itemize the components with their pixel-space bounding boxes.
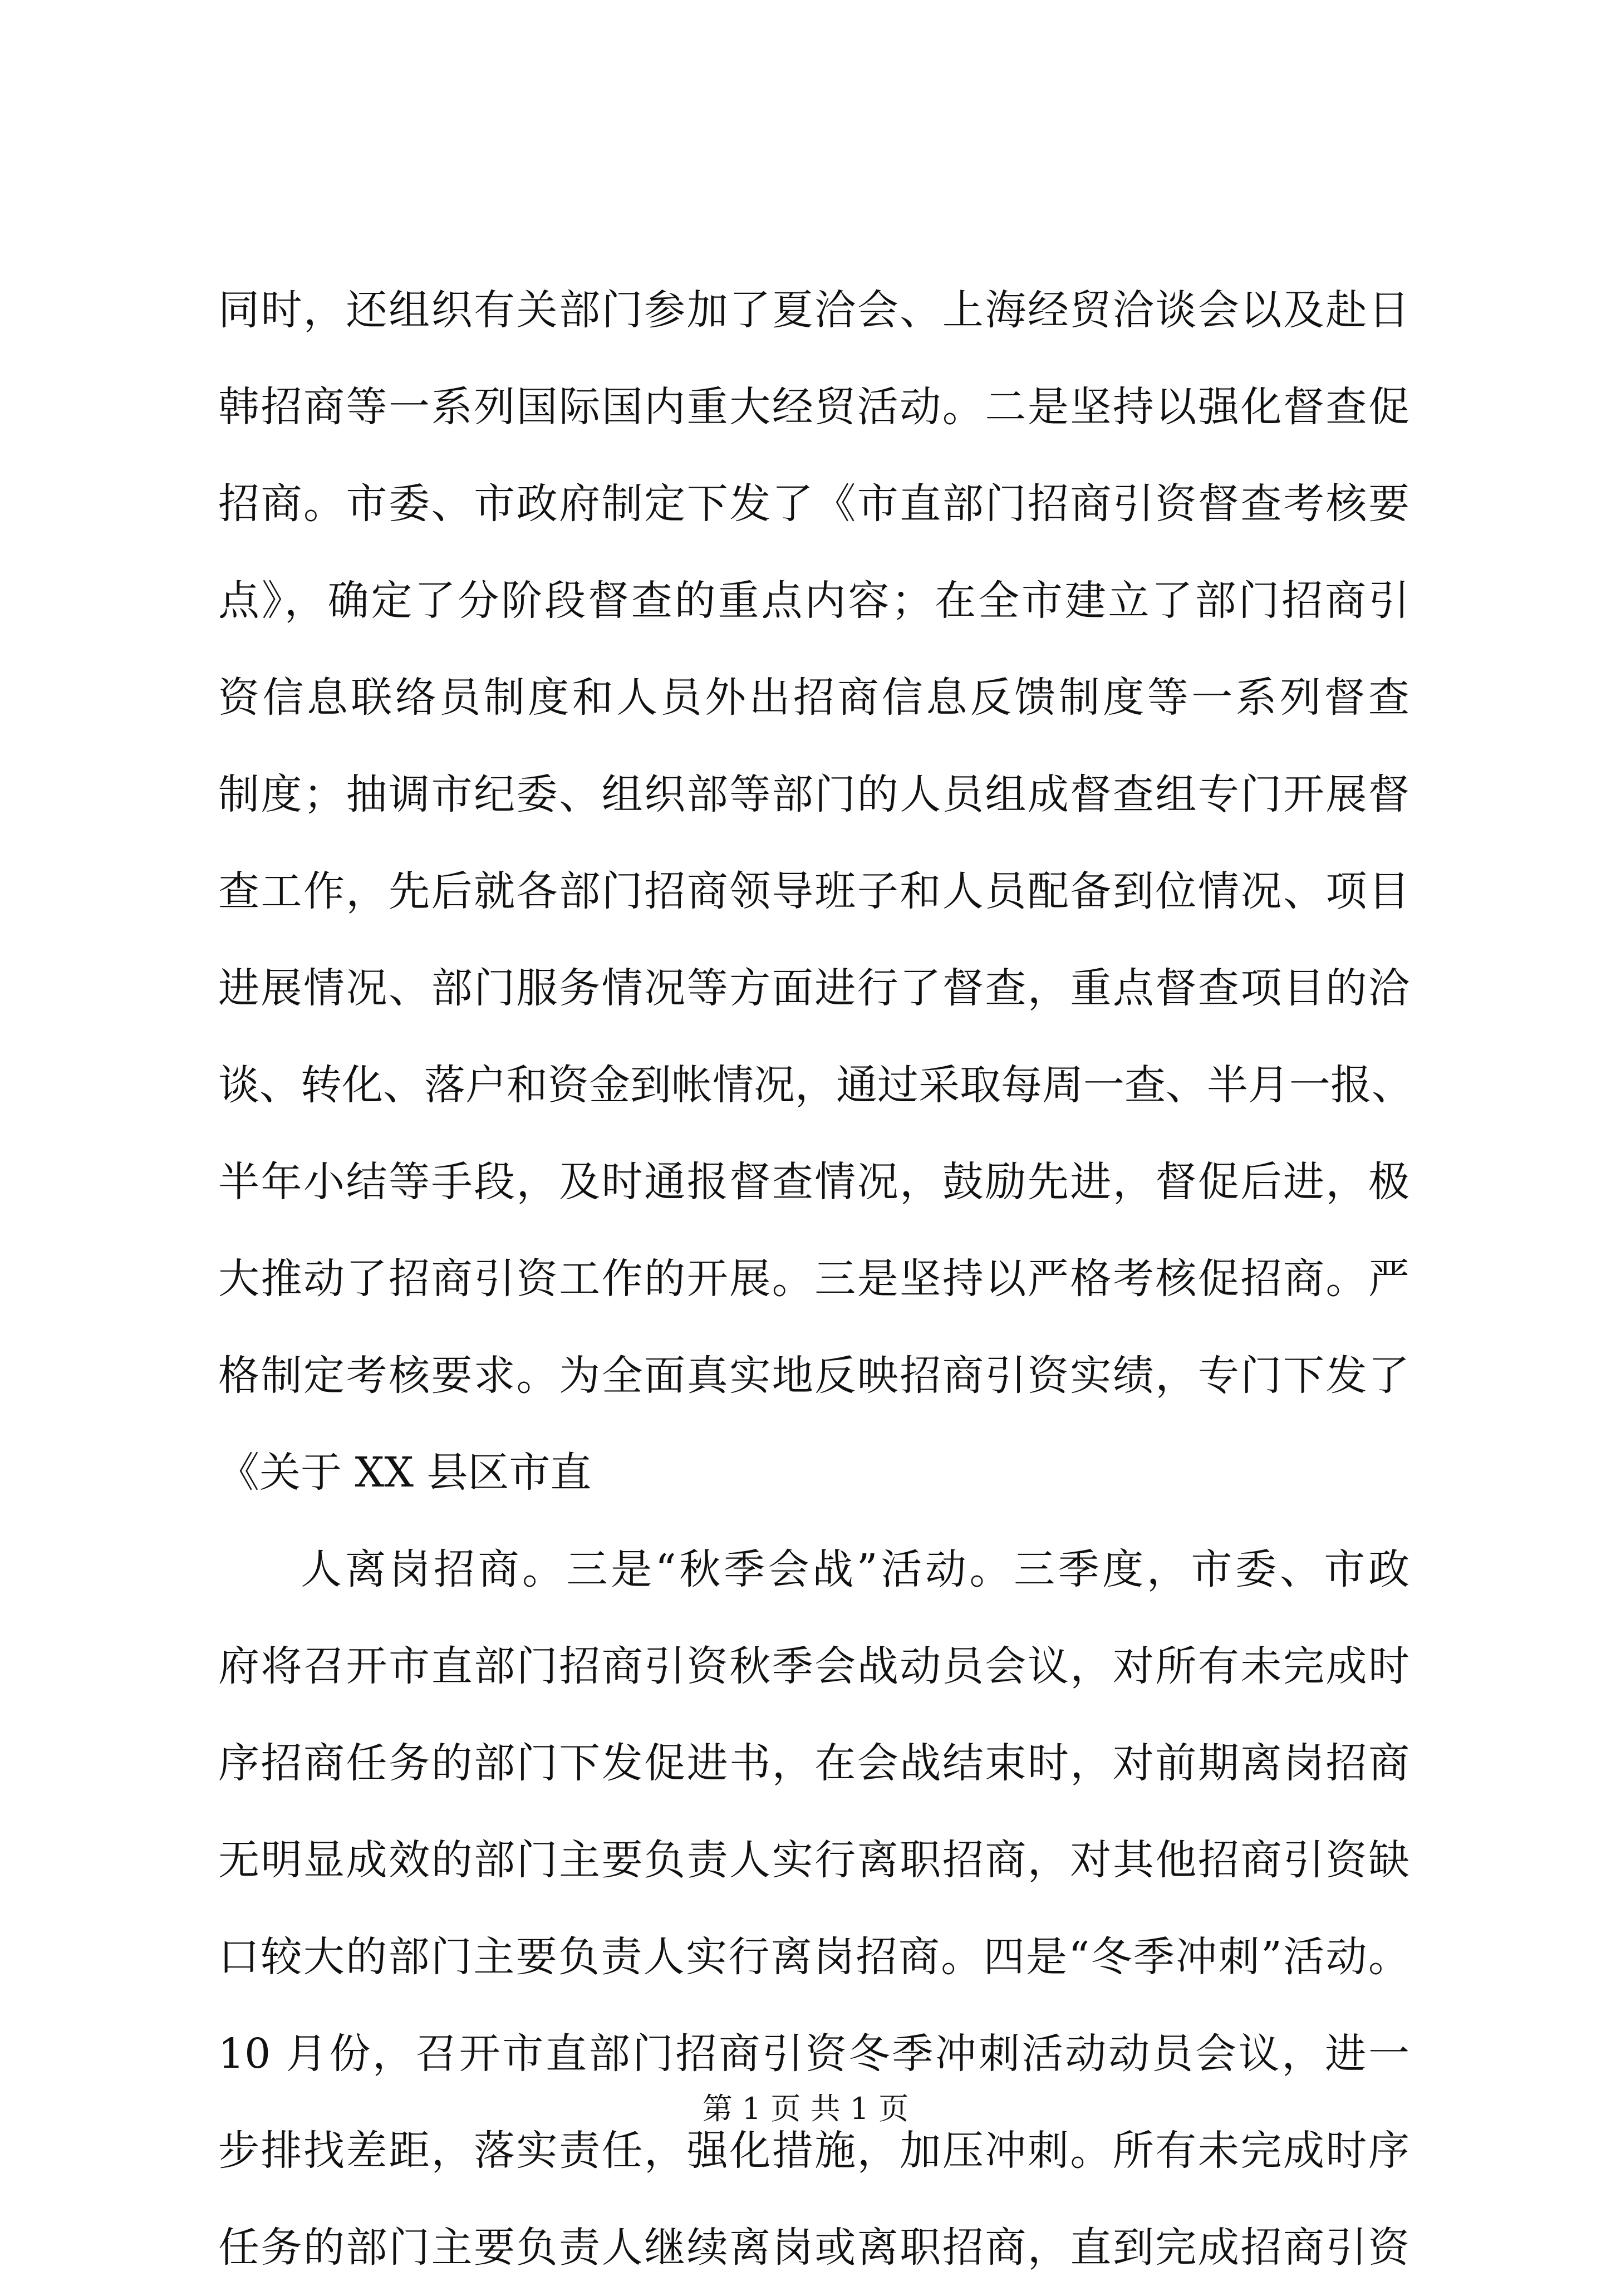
text-line: 序招商任务的部门下发促进书，在会战结束时，对前期离岗招商 — [218, 1739, 1409, 1787]
text-line: 制度；抽调市纪委、组织部等部门的人员组成督查组专门开展督 — [218, 771, 1409, 818]
paragraph-2 — [218, 1521, 1409, 2296]
text-line: 大推动了招商引资工作的开展。三是坚持以严格考核促招商。严 — [218, 1255, 1409, 1303]
text-line: 同时，还组织有关部门参加了夏洽会、上海经贸洽谈会以及赴日 — [218, 286, 1409, 334]
text-line: 步排找差距，落实责任，强化措施，加压冲刺。所有未完成时序 — [218, 2127, 1409, 2175]
text-line: 任务的部门主要负责人继续离岗或离职招商，直到完成招商引资 — [218, 2224, 1409, 2272]
text-line: 口较大的部门主要负责人实行离岗招商。四是“冬季冲刺”活动。 — [218, 1933, 1409, 1981]
text-line: 点》，确定了分阶段督查的重点内容；在全市建立了部门招商引 — [218, 577, 1409, 625]
text-line: 《关于 XX 县区市直 — [218, 1449, 592, 1497]
text-line: 谈、转化、落户和资金到帐情况，通过采取每周一查、半月一报、 — [218, 1061, 1413, 1109]
document-body — [218, 262, 1413, 2296]
text-line: 进展情况、部门服务情况等方面进行了督查，重点督查项目的洽 — [218, 964, 1409, 1012]
text-line: 招商。市委、市政府制定下发了《市直部门招商引资督查考核要 — [218, 480, 1409, 528]
text-line: 格制定考核要求。为全面真实地反映招商引资实绩，专门下发了 — [218, 1352, 1409, 1400]
text-line: 半年小结等手段，及时通报督查情况，鼓励先进，督促后进，极 — [218, 1158, 1409, 1206]
text-line: 10 月份，召开市直部门招商引资冬季冲刺活动动员会议，进一 — [218, 2030, 1409, 2078]
text-line: 无明显成效的部门主要负责人实行离职招商，对其他招商引资缺 — [218, 1836, 1409, 1884]
text-line: 韩招商等一系列国际国内重大经贸活动。二是坚持以强化督查促 — [218, 383, 1409, 431]
text-line: 人离岗招商。三是“秋季会战”活动。三季度，市委、市政 — [301, 1546, 1409, 1593]
text-line: 查工作，先后就各部门招商领导班子和人员配备到位情况、项目 — [218, 867, 1409, 915]
page-footer: 第 1 页 共 1 页 — [702, 2091, 909, 2126]
text-line: 府将召开市直部门招商引资秋季会战动员会议，对所有未完成时 — [218, 1642, 1409, 1690]
paragraph-1 — [218, 262, 1413, 1521]
text-line: 资信息联络员制度和人员外出招商信息反馈制度等一系列督查 — [218, 674, 1409, 722]
